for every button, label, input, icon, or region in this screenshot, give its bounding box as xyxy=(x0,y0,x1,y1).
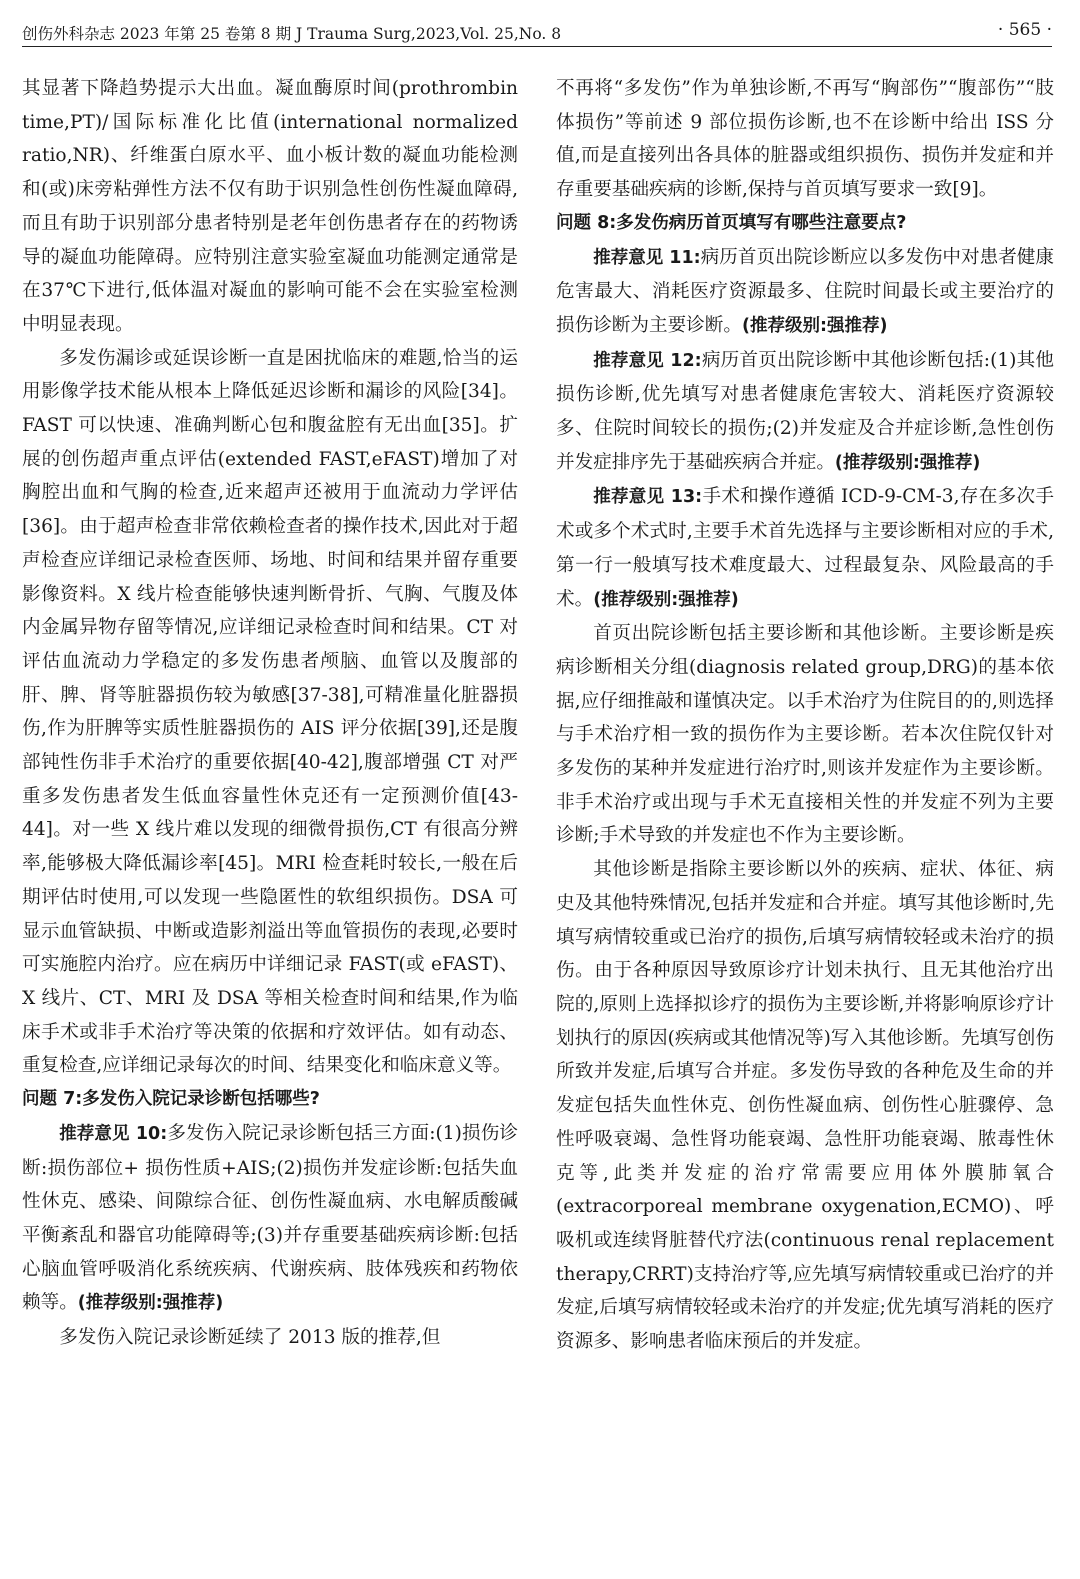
recommendation-label: 推荐意见 11: xyxy=(593,247,701,268)
paragraph: 不再将“多发伤”作为单独诊断,不再写“胸部伤”“腹部伤”“肢体损伤”等前述 9 部位损伤诊断,也不在诊断中给出 ISS 分值,而是直接列出各具体的脏器或组织损伤、损伤并发症和并存重要基础疾病的诊断,保持与首页填写要求一致[9]。 xyxy=(556,78,1054,201)
recommendation-10 xyxy=(22,1117,518,1321)
recommendation-label: 推荐意见 12: xyxy=(593,350,702,371)
recommendation-12 xyxy=(556,344,1054,481)
recommendation-level: (推荐级别:强推荐) xyxy=(593,589,739,610)
paragraph: 其显著下降趋势提示大出血。凝血酶原时间(prothrombin time,PT)/国际标准化比值(international normalized ratio,NR)、纤维蛋白原水平、血小板计数的凝血功能检测和(或)床旁粘弹性方法不仅有助于识别急性创伤性凝血障碍,而且有助于识别部分患者特别是老年创伤患者存在的药物诱导的凝血功能障碍。应特别注意实验室凝血功能测定通常是在37℃下进行,低体温对凝血的影响可能不会在实验室检测中明显表现。 xyxy=(22,78,518,335)
journal-citation: 创伤外科杂志 2023 年第 25 卷第 8 期 J Trauma Surg,2023,Vol. 25,No. 8 xyxy=(22,25,562,43)
recommendation-label: 推荐意见 13: xyxy=(593,487,703,508)
recommendation-level: (推荐级别:强推荐) xyxy=(741,315,888,336)
recommendation-text: 病历首页出院诊断应以多发伤中对患者健康危害最大、消耗医疗资源最多、住院时间最长或主要治疗的损伤诊断为主要诊断。 xyxy=(556,246,1054,336)
recommendation-11 xyxy=(556,241,1054,344)
recommendation-text: 多发伤入院记录诊断包括三方面:(1)损伤诊断:损伤部位+ 损伤性质+AIS;(2)损伤并发症诊断:包括失血性休克、感染、间隙综合征、创伤性凝血病、水电解质酸碱平衡紊乱和器官功能障碍等;(3)并存重要基础疾病诊断:包括心脑血管呼吸消化系统疾病、代谢疾病、肢体残疾和药物依赖等。 xyxy=(22,1122,518,1314)
right-column xyxy=(556,72,1054,1359)
recommendation-text: 手术和操作遵循 ICD-9-CM-3,存在多次手术或多个术式时,主要手术首先选择与主要诊断相对应的手术,第一行一般填写技术难度最大、过程最复杂、风险最高的手术。 xyxy=(556,486,1054,610)
question-heading: 问题 8:多发伤病历首页填写有哪些注意要点? xyxy=(556,212,907,233)
paragraph: 多发伤入院记录诊断延续了 2013 版的推荐,但 xyxy=(59,1327,441,1349)
question-heading: 问题 7:多发伤入院记录诊断包括哪些? xyxy=(22,1089,320,1110)
recommendation-level: (推荐级别:强推荐) xyxy=(77,1293,224,1314)
page-number: · 565 · xyxy=(997,20,1052,40)
recommendation-label: 推荐意见 10: xyxy=(59,1123,168,1144)
left-column xyxy=(22,72,518,1355)
paragraph: 多发伤漏诊或延误诊断一直是困扰临床的难题,恰当的运用影像学技术能从根本上降低延迟诊断和漏诊的风险[34]。FAST 可以快速、准确判断心包和腹盆腔有无出血[35]。扩展的创伤超声重点评估(extended FAST,eFAST)增加了对胸腔出血和气胸的检查,近来超声还被用于血流动力学评估[36]。由于超声检查非常依赖检查者的操作技术,因此对于超声检查应详细记录检查医师、场地、时间和结果并留存重要影像资料。X 线片检查能够快速判断骨折、气胸、气腹及体内金属异物存留等情况,应详细记录检查时间和结果。CT 对评估血流动力学稳定的多发伤患者颅脑、血管以及腹部的肝、脾、肾等脏器损伤较为敏感[37-38],可精准量化脏器损伤,作为肝脾等实质性脏器损伤的 AIS 评分依据[39],还是腹部钝性伤非手术治疗的重要依据[40-42],腹部增强 CT 对严重多发伤患者发生低血容量性休克还有一定预测价值[43-44]。对一些 X 线片难以发现的细微骨损伤,CT 有很高分辨率,能够极大降低漏诊率[45]。MRI 检查耗时较长,一般在后期评估时使用,可以发现一些隐匿性的软组织损伤。DSA 可显示血管缺损、中断或造影剂溢出等血管损伤的表现,必要时可实施腔内治疗。应在病历中详细记录 FAST(或 eFAST)、X 线片、CT、MRI 及 DSA 等相关检查时间和结果,作为临床手术或非手术治疗等决策的依据和疗效评估。如有动态、重复检查,应详细记录每次的时间、结果变化和临床意义等。 xyxy=(22,347,518,1077)
paragraph: 首页出院诊断包括主要诊断和其他诊断。主要诊断是疾病诊断相关分组(diagnosis related group,DRG)的基本依据,应仔细推敲和谨慎决定。以手术治疗为住院目的的,则选择与手术治疗相一致的损伤作为主要诊断。若本次住院仅针对多发伤的某种并发症进行治疗时,则该并发症作为主要诊断。非手术治疗或出现与手术无直接相关性的并发症不列为主要诊断;手术导致的并发症也不作为主要诊断。 xyxy=(556,623,1054,847)
recommendation-text: 病历首页出院诊断中其他诊断包括:(1)其他损伤诊断,优先填写对患者健康危害较大、消耗医疗资源较多、住院时间较长的损伤;(2)并发症及合并症诊断,急性创伤并发症排序先于基础疾病合并症。 xyxy=(556,349,1054,473)
paragraph: 其他诊断是指除主要诊断以外的疾病、症状、体征、病史及其他特殊情况,包括并发症和合并症。填写其他诊断时,先填写病情较重或已治疗的损伤,后填写病情较轻或未治疗的损伤。由于各种原因导致原诊疗计划未执行、且无其他治疗出院的,原则上选择拟诊疗的损伤为主要诊断,并将影响原诊疗计划执行的原因(疾病或其他情况等)写入其他诊断。先填写创伤所致并发症,后填写合并症。多发伤导致的各种危及生命的并发症包括失血性休克、创伤性凝血病、创伤性心脏骤停、急性呼吸衰竭、急性肾功能衰竭、急性肝功能衰竭、脓毒性休克等,此类并发症的治疗常需要应用体外膜肺氧合(extracorporeal membrane oxygenation,ECMO)、呼吸机或连续肾脏替代疗法(continuous renal replacement therapy,CRRT)支持治疗等,应先填写病情较重或已治疗的并发症,后填写病情较轻或未治疗的并发症;优先填写消耗的医疗资源多、影响患者临床预后的并发症。 xyxy=(556,859,1054,1353)
recommendation-13 xyxy=(556,480,1054,617)
running-header xyxy=(22,14,1052,47)
recommendation-level: (推荐级别:强推荐) xyxy=(834,452,981,473)
